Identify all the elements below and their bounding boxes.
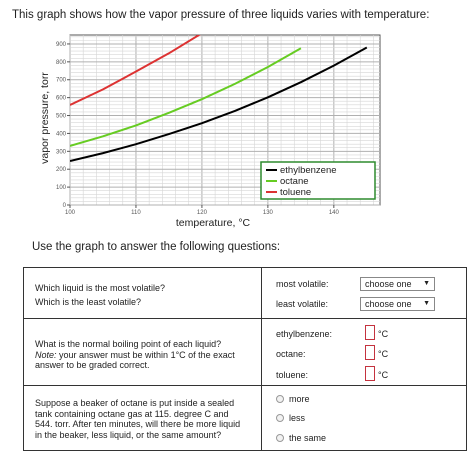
legend-label-ethylbenzene: ethylbenzene: [280, 165, 337, 176]
most-volatile-select[interactable]: [360, 277, 435, 291]
q1-line-least: Which is the least volatile?: [35, 296, 142, 307]
question-row-volatility: [24, 268, 466, 319]
q1-question: [35, 283, 165, 307]
y-tick-label: 500: [55, 113, 66, 120]
q3-line-1: Suppose a beaker of octane is put inside a sealed: [35, 398, 235, 408]
ethylbenzene-label: ethylbenzene:: [276, 329, 333, 339]
least-volatile-select-value: choose one: [365, 299, 412, 309]
toluene-label: toluene:: [276, 370, 309, 380]
y-tick-label: 200: [55, 167, 66, 174]
x-tick-label: 140: [328, 210, 339, 216]
x-axis-label: temperature, °C: [175, 217, 251, 229]
question-row-boiling-point: [24, 319, 466, 386]
y-tick-label: 300: [55, 149, 66, 156]
q2-line-3: answer to be graded correct.: [35, 360, 150, 370]
y-axis-label: vapor pressure, torr: [39, 72, 51, 164]
radio-more[interactable]: [276, 395, 284, 403]
question-row-octane-beaker: [24, 386, 466, 451]
y-tick-label: 700: [55, 77, 66, 84]
y-tick-label: 100: [55, 185, 66, 192]
legend-label-octane: octane: [280, 176, 309, 187]
ethylbenzene-boiling-point-input[interactable]: [365, 325, 375, 340]
y-tick-label: 0: [62, 203, 66, 209]
y-tick-label: 600: [55, 95, 66, 102]
x-tick-label: 130: [262, 210, 273, 216]
radio-the-same[interactable]: [276, 434, 284, 442]
q2-note: [35, 350, 235, 361]
q3-line-4: in the beaker, less liquid, or the same amount?: [35, 429, 222, 440]
y-tick-label: 800: [55, 59, 66, 66]
toluene-boiling-point-input[interactable]: [365, 366, 375, 381]
octane-boiling-point-input[interactable]: [365, 345, 375, 360]
dropdown-arrow-icon: ▼: [423, 280, 430, 287]
intro-text: This graph shows how the vapor pressure of three liquids varies with temperature:: [12, 9, 430, 21]
legend: [261, 162, 375, 199]
y-tick-label: 400: [55, 131, 66, 138]
q2-question: [35, 339, 235, 371]
octane-unit: °C: [378, 349, 389, 359]
q3-question: [35, 398, 240, 440]
least-volatile-select[interactable]: [360, 297, 435, 311]
q2-line-1: What is the normal boiling point of each liquid?: [35, 339, 222, 349]
x-tick-label: 100: [64, 210, 76, 216]
toluene-unit: °C: [378, 370, 389, 380]
legend-label-toluene: toluene: [280, 187, 312, 198]
questions-table: [23, 267, 467, 451]
radio-label-less[interactable]: less: [289, 413, 306, 423]
q3-line-2: tank containing octane gas at 115. degree C and: [35, 408, 229, 419]
x-tick-label: 120: [196, 210, 207, 216]
most-volatile-select-value: choose one: [365, 279, 412, 289]
q2-line-2: your answer must be within 1°C of the exact: [56, 349, 235, 360]
question-lead: Use the graph to answer the following questions:: [32, 241, 281, 253]
least-volatile-label: least volatile:: [276, 299, 329, 309]
radio-label-the-same[interactable]: the same: [289, 433, 327, 443]
y-tick-label: 900: [55, 41, 66, 48]
ethylbenzene-unit: °C: [378, 329, 389, 339]
q3-line-3: 544. torr. After ten minutes, will there be more liquid: [35, 419, 241, 429]
q2-note-label: Note:: [35, 349, 57, 360]
q1-line-most: Which liquid is the most volatile?: [35, 283, 166, 293]
octane-label: octane:: [276, 349, 306, 359]
x-tick-label: 110: [131, 210, 141, 216]
dropdown-arrow-icon: ▼: [423, 300, 430, 307]
radio-less[interactable]: [276, 414, 284, 422]
radio-label-more[interactable]: more: [289, 394, 310, 404]
most-volatile-label: most volatile:: [276, 279, 329, 289]
